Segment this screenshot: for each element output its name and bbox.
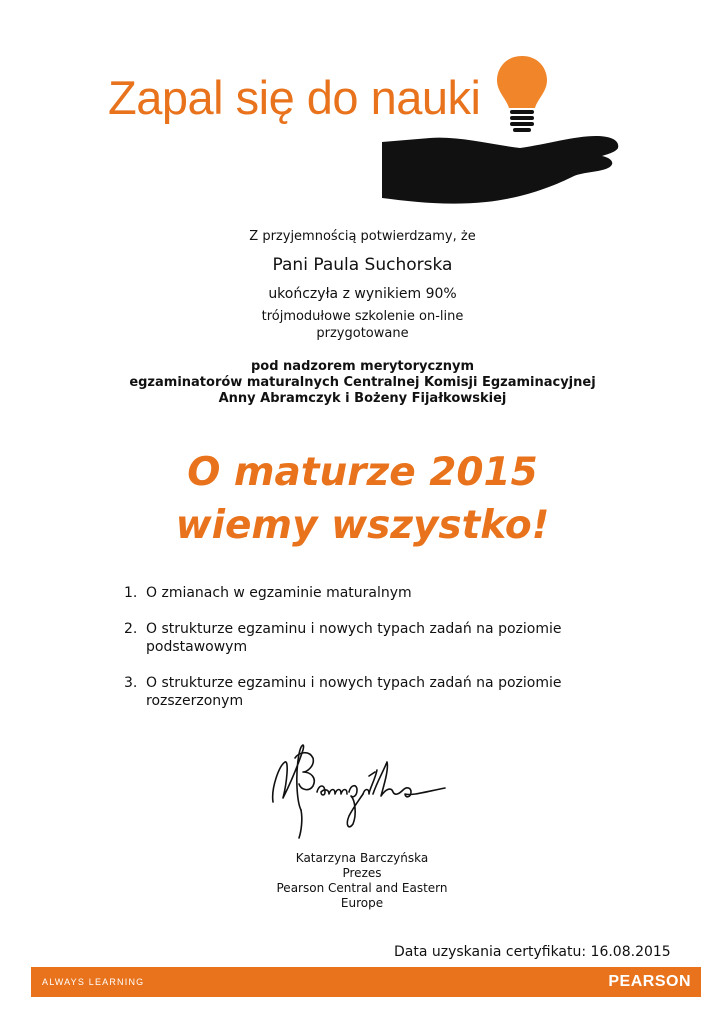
list-item-text: O strukturze egzaminu i nowych typach zadań na poziomie rozszerzonym bbox=[146, 675, 562, 709]
module-list bbox=[124, 584, 624, 728]
list-number: 2. bbox=[124, 621, 138, 637]
footer-bar bbox=[31, 967, 701, 997]
signer-organization: Europe bbox=[340, 896, 384, 910]
intro-text: Z przyjemnością potwierdzamy, że bbox=[249, 229, 476, 244]
supervision-line: pod nadzorem merytorycznym bbox=[250, 359, 475, 374]
signer-organization: Pearson Central and Eastern bbox=[276, 881, 448, 895]
supervision-line: egzaminatorów maturalnych Centralnej Komisji Egzaminacyjnej bbox=[129, 375, 596, 390]
logo-text: Zapal się do nauki bbox=[108, 71, 481, 124]
course-description-line: przygotowane bbox=[316, 326, 409, 341]
list-number: 3. bbox=[124, 675, 138, 691]
handwritten-signature bbox=[265, 732, 460, 842]
list-item bbox=[124, 584, 624, 602]
supervision-line: Anny Abramczyk i Bożeny Fijałkowskiej bbox=[218, 391, 507, 406]
open-hand-icon bbox=[378, 126, 628, 206]
signer-name: Katarzyna Barczyńska bbox=[295, 851, 429, 865]
footer-brand-logo: PEARSON bbox=[608, 973, 691, 990]
list-item-text: O zmianach w egzaminie maturalnym bbox=[146, 585, 412, 601]
list-item bbox=[124, 674, 624, 710]
result-text: ukończyła z wynikiem 90% bbox=[268, 286, 457, 302]
headline: wiemy wszystko! bbox=[175, 503, 550, 548]
headline: O maturze 2015 bbox=[187, 450, 538, 495]
certificate-date: Data uzyskania certyfikatu: 16.08.2015 bbox=[394, 944, 671, 960]
course-description-line: trójmodułowe szkolenie on-line bbox=[261, 309, 464, 324]
list-item-text: O strukturze egzaminu i nowych typach zadań na poziomie podstawowym bbox=[146, 621, 562, 655]
list-item bbox=[124, 620, 624, 656]
footer-tagline: ALWAYS LEARNING bbox=[42, 977, 145, 987]
signer-role: Prezes bbox=[342, 866, 382, 880]
recipient-name: Pani Paula Suchorska bbox=[272, 255, 453, 275]
list-number: 1. bbox=[124, 585, 138, 601]
